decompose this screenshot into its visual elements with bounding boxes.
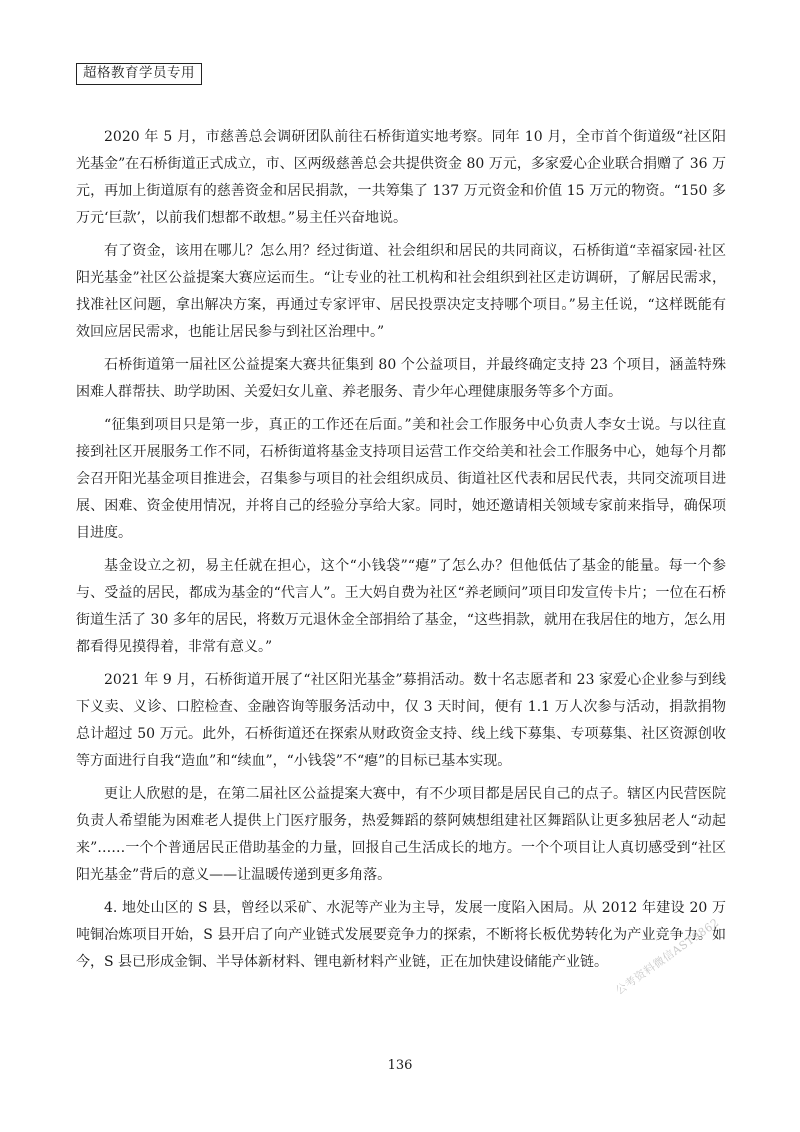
paragraph: 更让人欣慰的是，在第二届社区公益提案大赛中，有不少项目都是居民自己的点子。辖区内民营医院负责人希望能为困难老人提供上门医疗服务，热爱舞蹈的蔡阿姨想组建社区舞蹈队让更多独居老人“动起来”……一个个普通居民正借助基金的力量，回报自己生活成长的地方。一个个项目让人真切感受到“社区阳光基金”背后的意义——让温暖传递到更多角落。	[76, 786, 726, 883]
paragraph: 2021 年 9 月，石桥街道开展了“社区阳光基金”募捐活动。数十名志愿者和 23 家爱心企业参与到线下义卖、义诊、口腔检查、金融咨询等服务活动中，仅 3 天时间，便有 1.1 万人次参与活动，捐款捐物总计超过 50 万元。此外，石桥街道还在探索从财政资金支持、线上线下募集、专项募集、社区资源创收等方面进行自我“造血”和“续血”，“小钱袋”不“瘪”的目标已基本实现。	[76, 672, 726, 769]
paragraph: 基金设立之初，易主任就在担心，这个“小钱袋”“瘪”了怎么办？但他低估了基金的能量。每一个参与、受益的居民，都成为基金的“代言人”。王大妈自费为社区“养老顾问”项目印发宣传卡片；一位在石桥街道生活了 30 多年的居民，将数万元退休金全部捐给了基金，“这些捐款，就用在我居住的地方，怎么用都看得见摸得着，非常有意义。”	[76, 558, 726, 655]
body-text	[76, 124, 726, 982]
page-number: 136	[387, 1058, 413, 1073]
paragraph: 有了资金，该用在哪儿？怎么用？经过街道、社会组织和居民的共同商议，石桥街道“幸福家园·社区阳光基金”社区公益提案大赛应运而生。“让专业的社工机构和社会组织到社区走访调研，了解居民需求，找准社区问题，拿出解决方案，再通过专家评审、居民投票决定支持哪个项目。”易主任说，“这样既能有效回应居民需求，也能让居民参与到社区治理中。”	[76, 243, 726, 340]
paragraph: 2020 年 5 月，市慈善总会调研团队前往石桥街道实地考察。同年 10 月，全市首个街道级“社区阳光基金”在石桥街道正式成立，市、区两级慈善总会共提供资金 80 万元，多家爱心企业联合捐赠了 36 万元，再加上街道原有的慈善资金和居民捐款，一共筹集了 137 万元资金和价值 15 万元的物资。“150 多万元‘巨款’，以前我们想都不敢想。”易主任兴奋地说。	[76, 129, 726, 226]
header-label: 超格教育学员专用	[76, 63, 202, 85]
paragraph: 4. 地处山区的 S 县，曾经以采矿、水泥等产业为主导，发展一度陷入困局。从 2012 年建设 20 万吨铜冶炼项目开始，S 县开启了向产业链式发展要竞争力的探索，不断将长板优势转化为产业竞争力。如今，S 县已形成金铜、半导体新材料、锂电新材料产业链，正在加快建设储能产业链。	[76, 900, 726, 970]
watermark: 公考资料微信AST9862	[613, 915, 722, 998]
paragraph: 石桥街道第一届社区公益提案大赛共征集到 80 个公益项目，并最终确定支持 23 个项目，涵盖特殊困难人群帮扶、助学助困、关爱妇女儿童、养老服务、青少年心理健康服务等多个方面。	[76, 357, 726, 400]
paragraph: “征集到项目只是第一步，真正的工作还在后面。”美和社会工作服务中心负责人李女士说。与以往直接到社区开展服务工作不同，石桥街道将基金支持项目运营工作交给美和社会工作服务中心，她每个月都会召开阳光基金项目推进会，召集参与项目的社会组织成员、街道社区代表和居民代表，共同交流项目进展、困难、资金使用情况，并将自己的经验分享给大家。同时，她还邀请相关领域专家前来指导，确保项目进度。	[76, 417, 726, 541]
